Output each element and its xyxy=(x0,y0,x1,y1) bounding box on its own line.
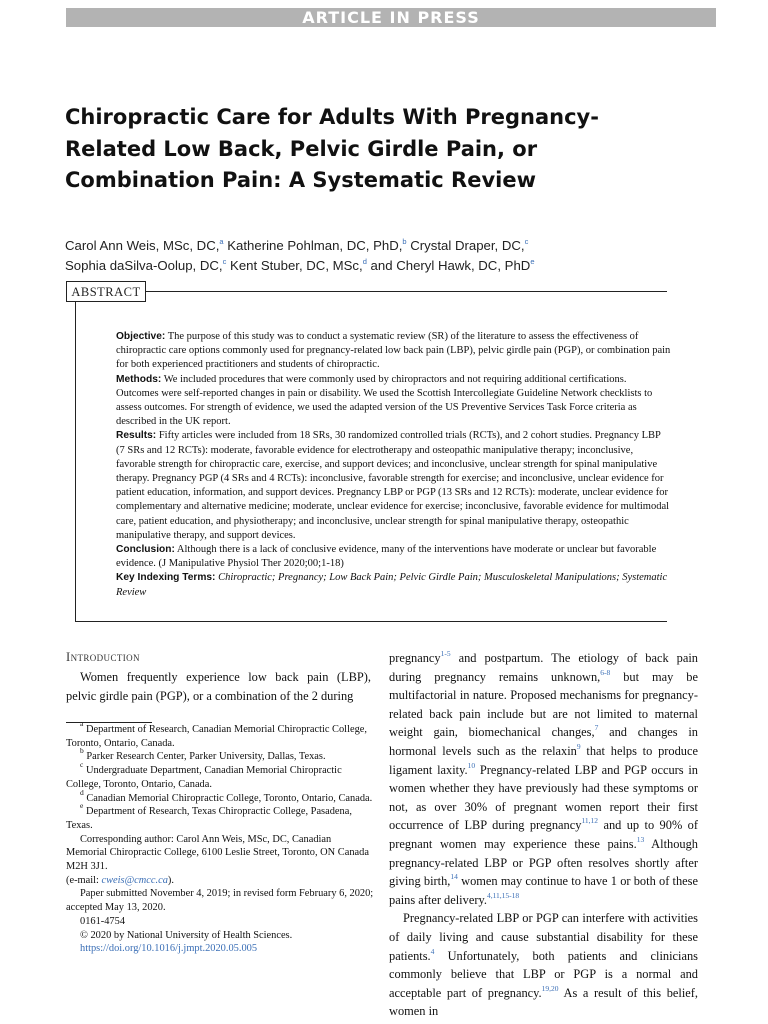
footnote-text: Parker Research Center, Parker University, Dallas, Texas. xyxy=(86,751,326,763)
objective-label: Objective: xyxy=(116,331,166,342)
body-text: and changes in hormonal levels such as the relaxin xyxy=(389,725,698,758)
citation-link[interactable]: 7 xyxy=(594,723,599,733)
citation-link[interactable]: 6-8 xyxy=(600,667,611,677)
affiliation-marker[interactable]: b xyxy=(402,237,407,246)
abstract-rule-top xyxy=(146,291,667,292)
results-label: Results: xyxy=(116,430,157,442)
affiliation-marker[interactable]: d xyxy=(362,257,367,266)
doi-link[interactable]: https://doi.org/10.1016/j.jmpt.2020.05.005 xyxy=(80,943,258,955)
citation-link[interactable]: 14 xyxy=(450,872,458,882)
footnote-affiliation xyxy=(66,787,374,806)
right-column xyxy=(389,649,698,1021)
email-suffix: ). xyxy=(167,874,174,886)
footnote-marker: d xyxy=(80,787,84,797)
abstract-body xyxy=(116,330,671,600)
footnote-text: Canadian Memorial Chiropractic College, Toronto, Ontario, Canada. xyxy=(86,792,373,804)
citation-link[interactable]: 4 xyxy=(430,946,435,956)
body-text: women may continue to have 1 or both of these pains after delivery. xyxy=(389,874,699,907)
author-name: Carol Ann Weis, MSc, DC, xyxy=(65,238,220,253)
abstract-objective xyxy=(116,330,671,373)
citation-link[interactable]: 4,11,15-18 xyxy=(486,890,520,900)
section-heading-introduction: Introduction xyxy=(66,650,140,664)
affiliation-marker[interactable]: c xyxy=(524,237,529,246)
email-line xyxy=(66,874,374,888)
corresponding-author: Corresponding author: Carol Ann Weis, MSc, DC, Canadian Memorial Chiropractic College, 6100 Leslie Street, Toronto, ON Canada M2H 3J1. xyxy=(66,833,369,873)
email-prefix: (e-mail: xyxy=(66,874,102,886)
body-text: and postpartum. The etiology of back pain during pregnancy remains unknown, xyxy=(389,651,698,684)
footnote-text: Department of Research, Canadian Memorial Chiropractic College, Toronto, Ontario, Canada. xyxy=(66,724,367,749)
footnote-affiliation xyxy=(66,746,374,764)
issn: 0161-4754 xyxy=(80,915,126,927)
abstract-rule-bottom xyxy=(75,621,667,622)
affiliation-marker[interactable]: a xyxy=(219,237,224,246)
footnote-text: Undergraduate Department, Canadian Memorial Chiropractic College, Toronto, Ontario, Canada. xyxy=(66,765,342,790)
author-list xyxy=(65,236,705,276)
article-title: Chiropractic Care for Adults With Pregnancy-Related Low Back, Pelvic Girdle Pain, or Combination Pain: A Systematic Review xyxy=(65,105,599,192)
footnote-marker: a xyxy=(80,719,84,728)
footnote-marker: b xyxy=(80,746,84,756)
body-text: pregnancy xyxy=(389,651,441,665)
keywords-text: Chiropractic; Pregnancy; Low Back Pain; Pelvic Girdle Pain; Musculoskeletal Manipulations; Systematic Review xyxy=(116,572,668,598)
citation-link[interactable]: 9 xyxy=(576,741,581,751)
abstract-results xyxy=(116,429,671,543)
conclusion-text: Although there is a lack of conclusive evidence, many of the interventions have moderate or unclear but favorable evidence. (J Manipulative Physiol Ther 2020;00;1-18) xyxy=(116,544,657,570)
objective-text: The purpose of this study was to conduct a systematic review (SR) of the literature to assess the effectiveness of chiropractic care options commonly used for pregnancy-related low back pain (LBP), pelvic girdle pain (PGP), or combination pain for both experienced practitioners and students of chiropractic. xyxy=(116,331,671,371)
email-link[interactable]: cweis@cmcc.ca xyxy=(101,874,168,886)
copyright: © 2020 by National University of Health Sciences. xyxy=(80,929,293,941)
abstract-conclusion xyxy=(116,543,671,571)
affiliation-marker[interactable]: e xyxy=(530,257,535,266)
footnote-affiliation xyxy=(66,760,374,791)
body-text: and up to 90% of pregnant women may experience these pains. xyxy=(389,818,698,851)
footnote-affiliation xyxy=(66,801,374,832)
footnotes xyxy=(66,719,374,956)
body-text: that helps to produce ligament laxity. xyxy=(389,743,699,777)
abstract-rule-left xyxy=(75,302,76,621)
author-name: and Cheryl Hawk, DC, PhD xyxy=(370,258,531,273)
body-text: Pregnancy-related LBP and PGP occurs in women whether they have previously had these symptoms or not, as over 30% of pregnant women report their first occurrence of LBP during pregnancy xyxy=(389,762,698,833)
keywords-label: Key Indexing Terms: xyxy=(116,572,216,584)
body-text: Although pregnancy-related LBP or PGP often resolves shortly after giving birth, xyxy=(389,836,698,889)
intro-paragraph xyxy=(389,909,698,1021)
intro-paragraph: Women frequently experience low back pain (LBP), pelvic girdle pain (PGP), or a combination of the 2 during xyxy=(66,670,371,703)
abstract-keywords xyxy=(116,571,671,599)
article-in-press-banner: ARTICLE IN PRESS xyxy=(66,8,716,27)
author-name: Kent Stuber, DC, MSc, xyxy=(230,258,363,273)
citation-link[interactable]: 11,12 xyxy=(581,816,599,826)
body-text: but may be multifactorial in nature. Proposed mechanisms for pregnancy-related back pain include but are not limited to maternal weight gain, biomechanical changes, xyxy=(389,669,698,740)
citation-link[interactable]: 13 xyxy=(636,834,645,844)
body-text: Unfortunately, both patients and clinicians commonly believe that LBP or PGP is a normal and acceptable part of pregnancy. xyxy=(389,948,698,1000)
left-column xyxy=(66,668,371,705)
intro-paragraph xyxy=(389,649,698,909)
results-text: Fifty articles were included from 18 SRs, 30 randomized controlled trials (RCTs), and 2 cohort studies. Pregnancy LBP (7 SRs and 12 RCTs): moderate, favorable evidence for electrotherapy and osteopathic manipulative therapy; inconclusive, favorable strength for chiropractic care, exercise, and support devices; and inconclusive, unclear strength for spinal manipulative therapy. Pregnancy PGP (4 SRs and 4 RCTs): inconclusive, favorable strength for exercise; and inconclusive, unclear evidence for patient education, information, and support devices. Pregnancy LBP or PGP (13 SRs and 12 RCTs): moderate, unclear evidence for complementary and alternative medicine; moderate, unclear evidence for exercise; inconclusive, favorable evidence for multimodal care, patient education, and physiotherapy; and inconclusive, unclear strength for spinal manipulative therapy, osteopathic manipulative therapy, and support devices. xyxy=(116,430,670,541)
body-text: As a result of this belief, women in xyxy=(389,985,699,1019)
conclusion-label: Conclusion: xyxy=(116,544,175,556)
methods-label: Methods: xyxy=(116,373,162,385)
affiliation-marker[interactable]: c xyxy=(222,257,227,266)
footnote-affiliation xyxy=(66,719,374,750)
footnote-marker: c xyxy=(80,760,84,770)
abstract-header: ABSTRACT xyxy=(66,281,146,302)
abstract-methods xyxy=(116,373,671,430)
citation-link[interactable]: 1-5 xyxy=(440,649,451,658)
citation-link[interactable]: 10 xyxy=(467,760,476,770)
author-name: Crystal Draper, DC, xyxy=(410,238,525,253)
footnote-text: Department of Research, Texas Chiropractic College, Pasadena, Texas. xyxy=(66,806,352,831)
footnote-marker: e xyxy=(80,801,84,811)
author-name: Katherine Pohlman, DC, PhD, xyxy=(227,238,403,253)
doi-line xyxy=(66,942,374,956)
submission-dates: Paper submitted November 4, 2019; in revised form February 6, 2020; accepted May 13, 2020. xyxy=(66,888,374,914)
methods-text: We included procedures that were commonly used by chiropractors and not requiring additional certifications. Outcomes were self-reported changes in pain or disability. We used the Scottish Intercollegiate Guideline Network checklists to assess outcomes. For strength of evidence, we used the adapted version of the US Preventive Services Task Force criteria as described in the UK report. xyxy=(116,373,653,428)
author-name: Sophia daSilva-Oolup, DC, xyxy=(65,258,223,273)
body-text: Pregnancy-related LBP or PGP can interfere with activities of daily living and cause substantial disability for these patients. xyxy=(389,911,698,963)
citation-link[interactable]: 19,20 xyxy=(541,983,559,993)
